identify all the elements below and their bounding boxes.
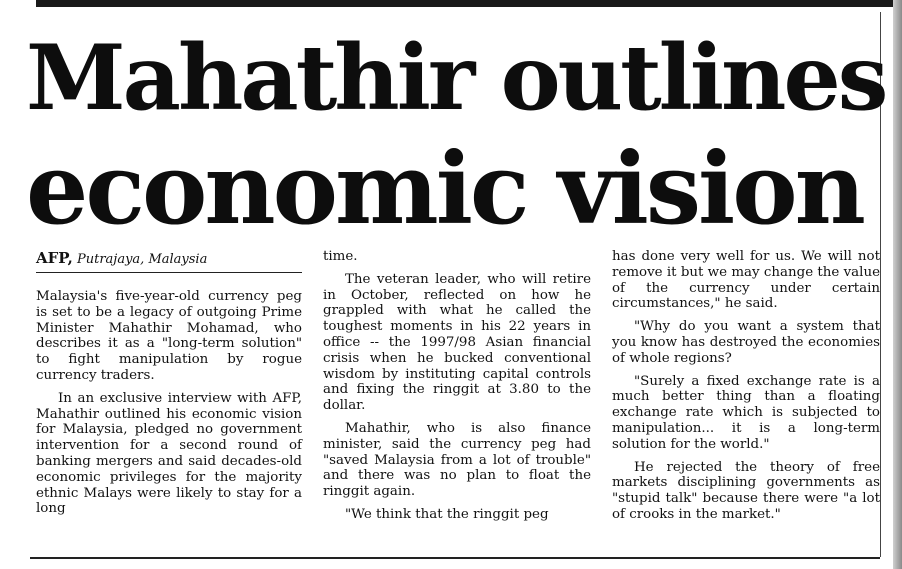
paragraph: In an exclusive interview with AFP, Mahathir outlined his economic vision for Malaysia, pledged no government intervention for a second round of banking mergers and said decades-old economic privileges for the majority ethnic Malays were likely to stay for a long [36, 390, 302, 517]
headline-line-2: economic vision [26, 132, 863, 247]
article-column-3 [612, 249, 880, 530]
paragraph: Mahathir, who is also finance minister, said the currency peg had "saved Malaysia from a lot of trouble" and there was no plan to float the ringgit again. [323, 420, 591, 500]
paragraph: "We think that the ringgit peg [345, 506, 549, 522]
article-column-1 [36, 289, 302, 524]
headline [26, 22, 886, 246]
byline-agency: AFP, [36, 249, 73, 267]
byline-place: Putrajaya, Malaysia [77, 252, 208, 267]
headline-line-1: Mahathir outlines [26, 25, 886, 131]
top-rule [36, 0, 902, 7]
paragraph: The veteran leader, who will retire in October, reflected on how he grappled with what he called the toughest moments in his 22 years in office -- the 1997/98 Asian financial crisis when he bucked conventional wisdom by instituting capital controls and fixing the ringgit at 3.80 to the dollar. [323, 271, 591, 414]
paragraph: "Why do you want a system that you know has destroyed the economies of whole regions? [612, 319, 880, 366]
paragraph: Malaysia's five-year-old currency peg is set to be a legacy of outgoing Prime Minister Mahathir Mohamad, who describes it as a "long-term solution" to fight manipulation by rogue currency traders. [36, 289, 302, 383]
byline [36, 250, 302, 273]
paragraph: "Surely a fixed exchange rate is a much better thing than a floating exchange rate which is subjected to manipulation... it is a long-term solution for the world." [612, 373, 880, 452]
article-column-2 [323, 249, 591, 530]
paragraph: has done very well for us. We will not remove it but we may change the value of the currency under certain circumstances," he said. [612, 249, 880, 312]
paragraph: time. [323, 249, 358, 264]
page-edge-shadow [893, 0, 902, 569]
paragraph: He rejected the theory of free markets disciplining governments as "stupid talk" because there were "a lot of crooks in the market." [612, 459, 880, 522]
bottom-rule [30, 557, 880, 559]
